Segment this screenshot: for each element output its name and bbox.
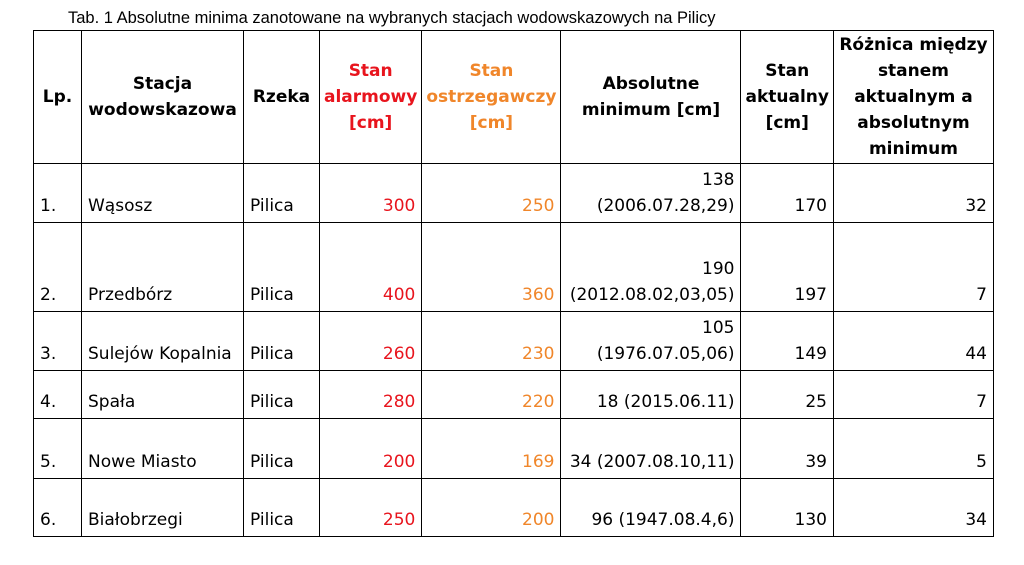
table-row bbox=[34, 223, 994, 312]
cell-current: 130 bbox=[741, 479, 834, 537]
cell-absolute-minimum: 190 (2012.08.02,03,05) bbox=[561, 223, 741, 312]
table-row bbox=[34, 164, 994, 223]
cell-current: 170 bbox=[741, 164, 834, 223]
cell-absolute-minimum: 138 (2006.07.28,29) bbox=[561, 164, 741, 223]
cell-difference: 32 bbox=[833, 164, 993, 223]
header-alarm-level: Stan alarmowy [cm] bbox=[320, 31, 422, 164]
cell-absolute-minimum: 34 (2007.08.10,11) bbox=[561, 419, 741, 479]
cell-difference: 44 bbox=[833, 312, 993, 371]
cell-alarm: 400 bbox=[320, 223, 422, 312]
cell-difference: 7 bbox=[833, 223, 993, 312]
header-absolute-minimum: Absolutne minimum [cm] bbox=[561, 31, 741, 164]
cell-station: Białobrzegi bbox=[82, 479, 244, 537]
cell-river: Pilica bbox=[244, 223, 320, 312]
cell-alarm: 300 bbox=[320, 164, 422, 223]
cell-difference: 7 bbox=[833, 371, 993, 419]
table-row bbox=[34, 479, 994, 537]
header-lp: Lp. bbox=[34, 31, 82, 164]
cell-alarm: 280 bbox=[320, 371, 422, 419]
cell-current: 149 bbox=[741, 312, 834, 371]
cell-absolute-minimum: 105 (1976.07.05,06) bbox=[561, 312, 741, 371]
cell-station: Nowe Miasto bbox=[82, 419, 244, 479]
cell-difference: 5 bbox=[833, 419, 993, 479]
cell-warning: 250 bbox=[422, 164, 561, 223]
cell-warning: 360 bbox=[422, 223, 561, 312]
cell-current: 25 bbox=[741, 371, 834, 419]
cell-difference: 34 bbox=[833, 479, 993, 537]
cell-lp: 6. bbox=[34, 479, 82, 537]
cell-lp: 3. bbox=[34, 312, 82, 371]
header-river: Rzeka bbox=[244, 31, 320, 164]
header-current-level: Stan aktualny [cm] bbox=[741, 31, 834, 164]
cell-station: Sulejów Kopalnia bbox=[82, 312, 244, 371]
cell-lp: 4. bbox=[34, 371, 82, 419]
cell-station: Wąsosz bbox=[82, 164, 244, 223]
table-row bbox=[34, 371, 994, 419]
cell-absolute-minimum: 18 (2015.06.11) bbox=[561, 371, 741, 419]
cell-current: 39 bbox=[741, 419, 834, 479]
cell-warning: 200 bbox=[422, 479, 561, 537]
table-row bbox=[34, 312, 994, 371]
cell-lp: 5. bbox=[34, 419, 82, 479]
header-station: Stacja wodowskazowa bbox=[82, 31, 244, 164]
cell-lp: 2. bbox=[34, 223, 82, 312]
cell-station: Przedbórz bbox=[82, 223, 244, 312]
stations-table bbox=[33, 30, 994, 537]
cell-river: Pilica bbox=[244, 312, 320, 371]
cell-current: 197 bbox=[741, 223, 834, 312]
cell-warning: 230 bbox=[422, 312, 561, 371]
cell-alarm: 200 bbox=[320, 419, 422, 479]
table-caption: Tab. 1 Absolutne minima zanotowane na wybranych stacjach wodowskazowych na Pilicy bbox=[68, 9, 716, 27]
cell-alarm: 260 bbox=[320, 312, 422, 371]
cell-river: Pilica bbox=[244, 419, 320, 479]
cell-station: Spała bbox=[82, 371, 244, 419]
cell-alarm: 250 bbox=[320, 479, 422, 537]
cell-absolute-minimum: 96 (1947.08.4,6) bbox=[561, 479, 741, 537]
header-row bbox=[34, 31, 994, 164]
cell-river: Pilica bbox=[244, 371, 320, 419]
cell-warning: 220 bbox=[422, 371, 561, 419]
cell-lp: 1. bbox=[34, 164, 82, 223]
table-row bbox=[34, 419, 994, 479]
cell-river: Pilica bbox=[244, 164, 320, 223]
header-difference: Różnica między stanem aktualnym a absolutnym minimum bbox=[833, 31, 993, 164]
header-warning-level: Stan ostrzegawczy [cm] bbox=[422, 31, 561, 164]
cell-river: Pilica bbox=[244, 479, 320, 537]
cell-warning: 169 bbox=[422, 419, 561, 479]
